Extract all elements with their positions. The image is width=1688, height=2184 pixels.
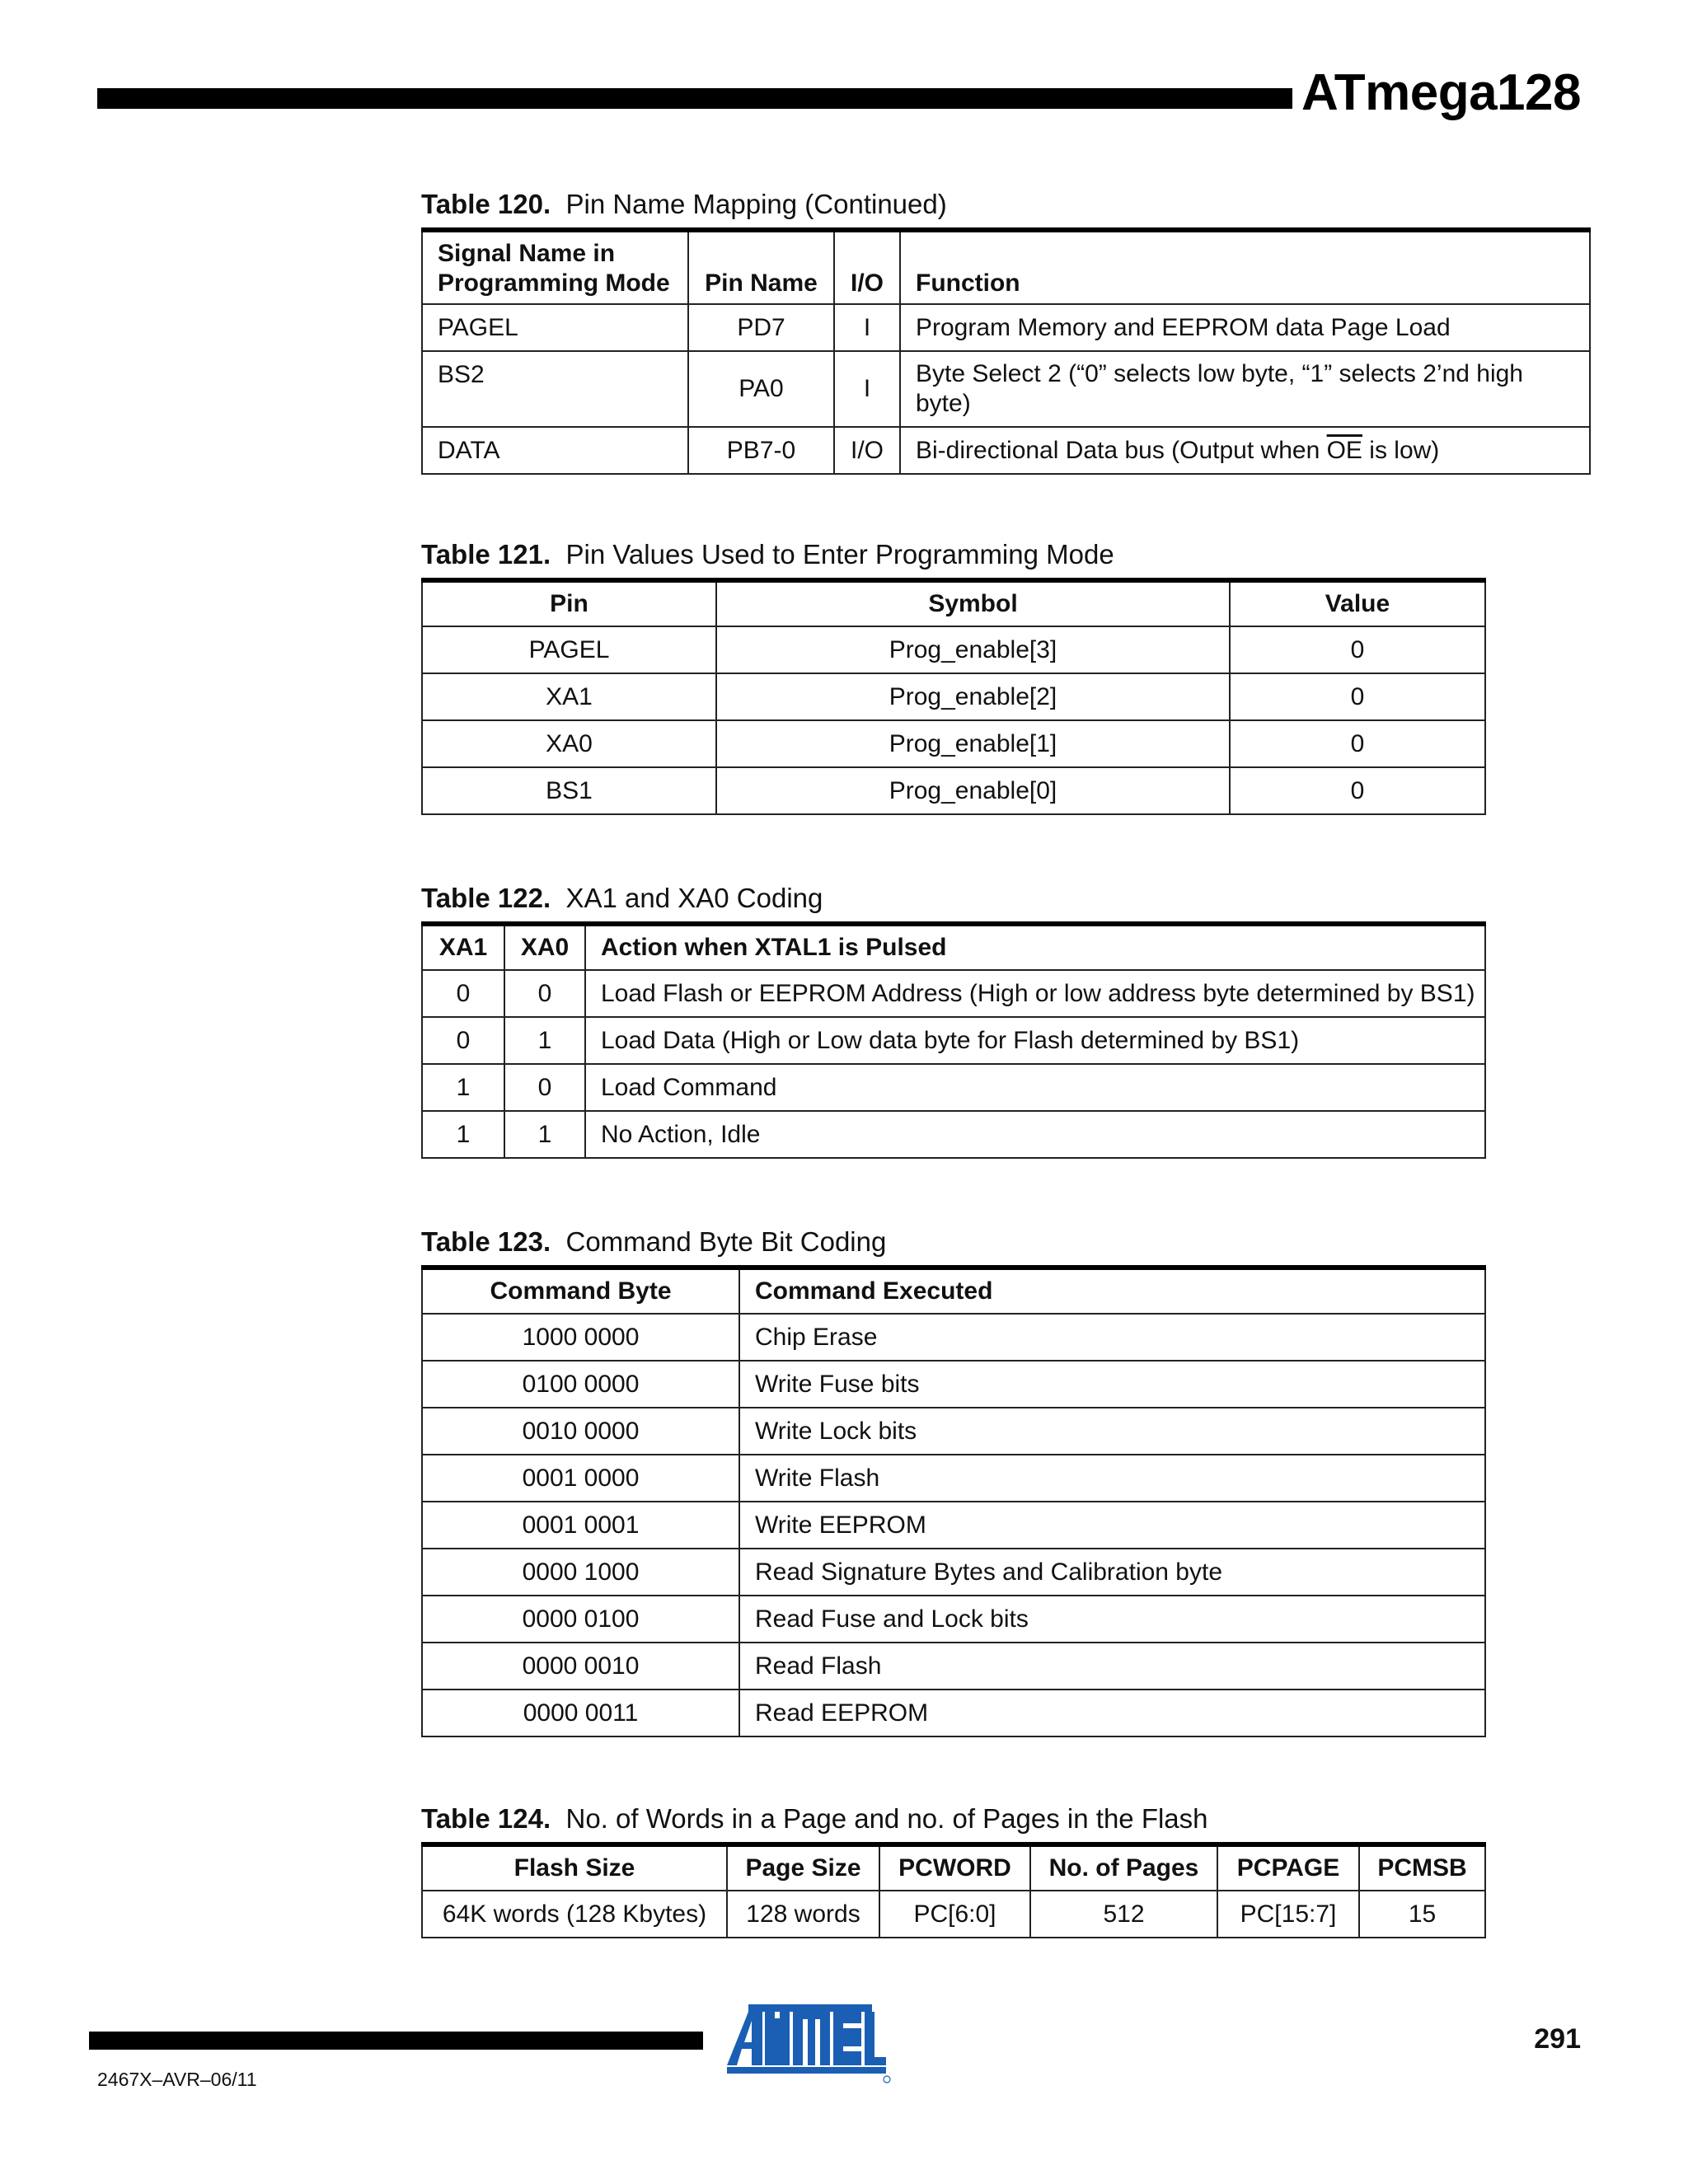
table-row [422,1111,1485,1158]
cell-pcpage: PC[15:7] [1217,1891,1359,1938]
table-row [422,720,1485,767]
cell-io: I [834,304,900,351]
table-120-block [421,188,1591,475]
cell-symbol: Prog_enable[2] [716,673,1230,720]
table-row [422,626,1485,673]
col-header-page-size: Page Size [727,1844,879,1891]
table-121-number: Table 121. [421,539,551,569]
table-header-row [422,1268,1485,1314]
cell-pin: PD7 [688,304,834,351]
table-row [422,1064,1485,1111]
table-row [422,1549,1485,1596]
table-row [422,1596,1485,1643]
cell-page-size: 128 words [727,1891,879,1938]
table-row [422,1502,1485,1549]
cell-command-executed: Read EEPROM [739,1690,1485,1736]
oe-signal-overline: $\overline{OE}$ [1326,436,1362,464]
cell-io: I [834,351,900,427]
table-row [422,1891,1485,1938]
col-header-value: Value [1230,580,1485,626]
cell-command-byte: 0100 0000 [422,1361,739,1408]
cell-command-byte: 0000 1000 [422,1549,739,1596]
table-header-row [422,1844,1485,1891]
table-124-title: No. of Words in a Page and no. of Pages in the Flash [565,1803,1208,1834]
cell-xa0: 1 [504,1111,585,1158]
table-122-caption [421,882,1486,915]
cell-command-byte: 0001 0001 [422,1502,739,1549]
table-row [422,1455,1485,1502]
cell-command-executed: Chip Erase [739,1314,1485,1361]
cell-pcword: PC[6:0] [879,1891,1030,1938]
table-row [422,1017,1485,1064]
cell-function [900,427,1590,474]
table-header-row [422,230,1590,304]
table-row [422,304,1590,351]
col-header-action: Action when XTAL1 is Pulsed [585,924,1485,970]
cell-symbol: Prog_enable[1] [716,720,1230,767]
table-row [422,970,1485,1017]
table-122-block [421,882,1486,1159]
cell-flash-size: 64K words (128 Kbytes) [422,1891,727,1938]
cell-command-byte: 1000 0000 [422,1314,739,1361]
cell-command-executed: Write Fuse bits [739,1361,1485,1408]
cell-no-of-pages: 512 [1030,1891,1217,1938]
table-122-title: XA1 and XA0 Coding [565,883,823,913]
function-text-end: is low) [1362,436,1440,464]
cell-xa1: 0 [422,970,504,1017]
table-row [422,351,1590,427]
col-header-pin-name: Pin Name [688,230,834,304]
cell-xa1: 1 [422,1111,504,1158]
cell-command-executed: Read Flash [739,1643,1485,1690]
table-120-caption [421,188,1591,221]
cell-signal: PAGEL [422,304,688,351]
cell-symbol: Prog_enable[3] [716,626,1230,673]
table-header-row [422,924,1485,970]
cell-pin: PA0 [688,351,834,427]
table-121-caption [421,538,1486,571]
table-124-block [421,1802,1486,1938]
table-row [422,1690,1485,1736]
cell-action: Load Data (High or Low data byte for Flash determined by BS1) [585,1017,1485,1064]
cell-pin: PAGEL [422,626,716,673]
table-124-caption [421,1802,1486,1835]
cell-pin: PB7-0 [688,427,834,474]
table-row [422,1314,1485,1361]
cell-io: I/O [834,427,900,474]
table-123-block [421,1226,1486,1737]
cell-command-executed: Write EEPROM [739,1502,1485,1549]
col-header-pcpage: PCPAGE [1217,1844,1359,1891]
cell-command-byte: 0000 0100 [422,1596,739,1643]
cell-value: 0 [1230,673,1485,720]
cell-xa0: 1 [504,1017,585,1064]
cell-value: 0 [1230,720,1485,767]
col-header-pcmsb: PCMSB [1359,1844,1485,1891]
cell-value: 0 [1230,626,1485,673]
footer-rule [89,2032,703,2050]
col-header-signal: Signal Name in Programming Mode [422,230,688,304]
command-byte-table [421,1265,1486,1737]
table-row [422,1408,1485,1455]
flash-pages-table [421,1842,1486,1938]
header-rule [97,88,1292,109]
col-header-xa1: XA1 [422,924,504,970]
cell-action: Load Command [585,1064,1485,1111]
table-row [422,1361,1485,1408]
table-row [422,767,1485,814]
cell-command-executed: Read Signature Bytes and Calibration byte [739,1549,1485,1596]
cell-action: No Action, Idle [585,1111,1485,1158]
cell-signal: DATA [422,427,688,474]
cell-pin: BS1 [422,767,716,814]
cell-symbol: Prog_enable[0] [716,767,1230,814]
table-122-number: Table 122. [421,883,551,913]
col-header-pin: Pin [422,580,716,626]
table-121-block [421,538,1486,815]
cell-pin: XA1 [422,673,716,720]
cell-pcmsb: 15 [1359,1891,1485,1938]
col-header-flash-size: Flash Size [422,1844,727,1891]
cell-xa1: 1 [422,1064,504,1111]
xa-coding-table [421,921,1486,1159]
cell-value: 0 [1230,767,1485,814]
function-text-start: Bi-directional Data bus (Output when [916,436,1327,464]
cell-command-executed: Read Fuse and Lock bits [739,1596,1485,1643]
table-row [422,427,1590,474]
table-row [422,1643,1485,1690]
cell-xa0: 0 [504,1064,585,1111]
col-header-command-executed: Command Executed [739,1268,1485,1314]
cell-pin: XA0 [422,720,716,767]
table-120-number: Table 120. [421,189,551,219]
cell-command-executed: Write Lock bits [739,1408,1485,1455]
cell-signal: BS2 [422,351,688,427]
col-header-xa0: XA0 [504,924,585,970]
cell-function: Program Memory and EEPROM data Page Load [900,304,1590,351]
table-124-number: Table 124. [421,1803,551,1834]
registered-mark-icon [884,2076,890,2083]
col-header-symbol: Symbol [716,580,1230,626]
col-header-function: Function [900,230,1590,304]
table-121-title: Pin Values Used to Enter Programming Mode [565,539,1114,569]
table-row [422,673,1485,720]
col-header-command-byte: Command Byte [422,1268,739,1314]
cell-command-byte: 0010 0000 [422,1408,739,1455]
col-header-io: I/O [834,230,900,304]
atmel-logo [724,2001,893,2083]
table-120-title: Pin Name Mapping (Continued) [565,189,947,219]
col-header-pcword: PCWORD [879,1844,1030,1891]
table-123-caption [421,1226,1486,1258]
cell-command-byte: 0000 0011 [422,1690,739,1736]
table-header-row [422,580,1485,626]
cell-command-byte: 0001 0000 [422,1455,739,1502]
cell-action: Load Flash or EEPROM Address (High or low address byte determined by BS1) [585,970,1485,1017]
page-title: ATmega128 [1301,64,1581,121]
cell-xa1: 0 [422,1017,504,1064]
table-123-title: Command Byte Bit Coding [565,1226,887,1257]
col-header-no-of-pages: No. of Pages [1030,1844,1217,1891]
cell-function: Byte Select 2 (“0” selects low byte, “1” selects 2’nd high byte) [900,351,1590,427]
cell-command-byte: 0000 0010 [422,1643,739,1690]
page-number: 291 [1534,2023,1581,2055]
pin-values-table [421,578,1486,815]
document-code: 2467X–AVR–06/11 [97,2069,257,2090]
cell-xa0: 0 [504,970,585,1017]
pin-name-mapping-table [421,227,1591,475]
table-123-number: Table 123. [421,1226,551,1257]
cell-command-executed: Write Flash [739,1455,1485,1502]
